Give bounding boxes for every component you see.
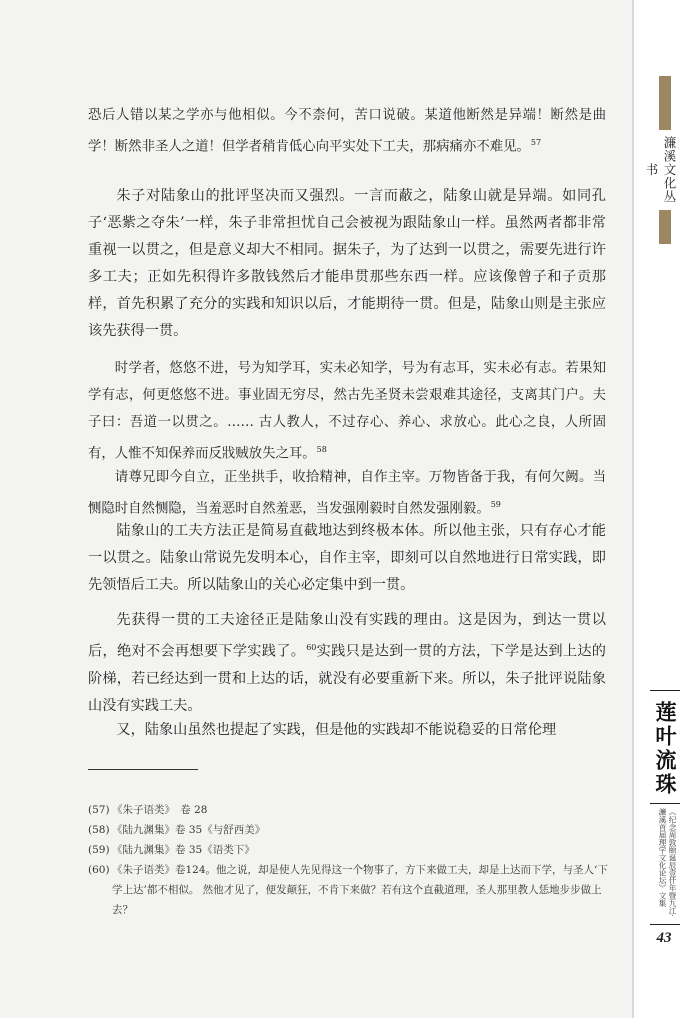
footnote-number: (58): [88, 824, 110, 836]
quote-2-text: 时学者，悠悠不进，号为知学耳，实未必知学，号为有志耳，实未必有志。若果知学有志，何更悠悠不进。事业固无穷尽，然古先圣贤未尝艰难其途径，支离其门户。夫子曰：吾道一以贯之。…… 古人教人，不过存心、养心、求放心。此心之良，人所固有，人惟不知保养而反戕贼放失之耳。: [88, 361, 606, 462]
footnote-item: [88, 860, 608, 920]
paragraph-1: 朱子对陆象山的批评坚决而又强烈。一言而蔽之，陆象山就是异端。如同孔子‘恶紫之夺朱’一样，朱子非常担忧自己会被视为跟陆象山一样。虽然两者都非常重视一以贯之，但是意义却大不相同。据朱子，为了达到一以贯之，需要先进行许多工夫；正如先积得许多散钱然后才能串贯那些东西一样。应该像曾子和子贡那样，首先积累了充分的实践和知识以后，才能期待一贯。但是，陆象山则是主张应该先获得一贯。: [88, 188, 606, 339]
paragraph-2: 陆象山的工夫方法正是简易直截地达到终极本体。所以他主张，只有存心才能一以贯之。陆象山常说先发明本心，自作主宰，即刻可以自然地进行日常实践，即先领悟后工夫。所以陆象山的关心必定集中到一贯。: [88, 523, 606, 593]
quote-block-2: [88, 355, 606, 467]
footnotes: [88, 800, 608, 920]
footnote-ref-60[interactable]: 60: [306, 643, 317, 652]
sidebar-accent-bar-top: [659, 76, 671, 130]
footnote-text: 《陆九渊集》卷 35《与舒西美》: [112, 824, 266, 836]
sidebar-accent-bar-bottom: [659, 210, 671, 244]
series-title: 濂溪文化丛书: [644, 136, 677, 204]
footnote-number: (60): [88, 864, 110, 876]
footnote-ref-57[interactable]: 57: [530, 138, 542, 147]
footnote-separator: [88, 769, 198, 770]
quote-block-1: [88, 102, 606, 160]
paragraph-3: [88, 607, 606, 720]
sidebar-rule-bottom: [650, 924, 680, 925]
paragraph-3-text-a: 先获得一贯的工夫途径正是陆象山没有实践的理由。这是因为，到达一贯以后，绝对不会再想要下学实践了。: [88, 612, 606, 660]
page-edge-divider: [632, 0, 634, 1018]
paragraph-4: 又，陆象山虽然也提起了实践，但是他的实践却不能说稳妥的日常伦理: [116, 722, 557, 738]
sidebar-rule-middle: [650, 803, 680, 804]
sidebar-rule-top: [650, 690, 680, 691]
paragraph-3-text-b: 实践只是达到一贯的方法，下学是达到上达的阶梯，若已经达到一贯和上达的话，就没有必要重新下来。所以，朱子批评说陆象山没有实践工夫。: [88, 643, 606, 714]
footnote-number: (59): [88, 844, 110, 856]
footnote-number: (57): [88, 804, 110, 816]
footnote-item: [88, 820, 608, 840]
collection-title: 《纪念周敦颐诞辰壹仟年暨九江·濂溪首届理学文化论坛》文集: [658, 808, 677, 917]
footnote-ref-58[interactable]: 58: [316, 445, 327, 454]
quote-block-3: [88, 464, 606, 522]
footnote-text: 《陆九渊集》卷 35《语类下》: [112, 844, 255, 856]
calligraphy-logo: 莲叶流珠: [653, 701, 678, 797]
footnote-text: 《朱子语类》卷124。他之说，却是使人先见得这一个物事了，方下来做工夫，却是上达而下学，与圣人‘下学上达’都不相似。 然他才见了，便发颠狂，不肯下来做？若有这个直截道理，圣人那里教人恁地步步做上去？: [112, 864, 608, 916]
quote-3-text: 请尊兄即今自立，正坐拱手，收拾精神，自作主宰。万物皆备于我，有何欠阙。当恻隐时自然恻隐，当羞恶时自然羞恶，当发强刚毅时自然发强刚毅。: [88, 470, 606, 517]
footnote-item: [88, 800, 608, 820]
footnote-text: 《朱子语类》 卷 28: [112, 804, 208, 816]
page-number: 43: [656, 930, 672, 946]
quote-1-text: 恐后人错以某之学亦与他相似。今不柰何，苦口说破。某道他断然是异端！断然是曲学！断然非圣人之道！但学者稍肯低心向平实处下工夫，那病痛亦不难见。: [88, 108, 606, 155]
footnote-item: [88, 840, 608, 860]
footnote-ref-59[interactable]: 59: [490, 500, 501, 509]
